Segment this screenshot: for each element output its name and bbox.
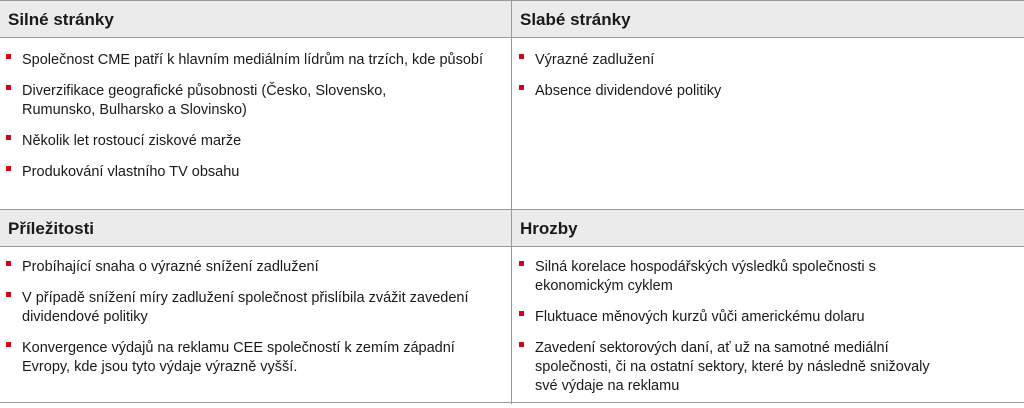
strengths-header [0, 1, 511, 38]
bullet-icon [519, 261, 524, 266]
weaknesses-title: Slabé stránky [520, 10, 631, 29]
threats-header [512, 210, 1024, 247]
opportunities-list [0, 258, 511, 377]
list-item: Produkování vlastního TV obsahu [0, 163, 511, 182]
threats-title: Hrozby [520, 219, 578, 238]
list-item: Zavedení sektorových daní, ať už na samotné mediální společnosti, či na ostatní sektory, které by následně snižovaly své výdaje na reklamu [513, 339, 955, 396]
list-item: Několik let rostoucí ziskové marže [0, 132, 511, 151]
bullet-icon [6, 135, 11, 140]
opportunities-cell [0, 258, 511, 389]
list-item: Výrazné zadlužení [513, 51, 1024, 70]
bullet-icon [6, 261, 11, 266]
list-item: Fluktuace měnových kurzů vůči americkému dolaru [513, 308, 1024, 327]
strengths-title: Silné stránky [8, 10, 114, 29]
bullet-icon [519, 311, 524, 316]
opportunities-header [0, 210, 511, 247]
list-item: Společnost CME patří k hlavním mediálním lídrům na trzích, kde působí [0, 51, 512, 70]
list-item: Absence dividendové politiky [513, 82, 1024, 101]
bullet-icon [519, 54, 524, 59]
bullet-icon [6, 292, 11, 297]
bullet-icon [519, 85, 524, 90]
list-item: Silná korelace hospodářských výsledků společnosti s ekonomickým cyklem [513, 258, 935, 296]
bullet-icon [6, 342, 11, 347]
list-item: V případě snížení míry zadlužení společnost přislíbila zvážit zavedení dividendové politiky [0, 289, 472, 327]
weaknesses-list [513, 51, 1024, 101]
opportunities-title: Příležitosti [8, 219, 94, 238]
bullet-icon [6, 166, 11, 171]
column-divider [511, 1, 512, 404]
strengths-list [0, 51, 511, 182]
bullet-icon [6, 54, 11, 59]
threats-cell [513, 258, 1024, 408]
bullet-icon [519, 342, 524, 347]
strengths-cell [0, 51, 511, 194]
weaknesses-header [512, 1, 1024, 38]
list-item: Konvergence výdajů na reklamu CEE společností k zemím západní Evropy, kde jsou tyto výdaje výrazně vyšší. [0, 339, 472, 377]
weaknesses-cell [513, 51, 1024, 113]
threats-list [513, 258, 1024, 396]
bullet-icon [6, 85, 11, 90]
list-item: Probíhající snaha o výrazné snížení zadlužení [0, 258, 511, 277]
list-item: Diverzifikace geografické působnosti (Česko, Slovensko, Rumunsko, Bulharsko a Slovinsko) [0, 82, 452, 120]
